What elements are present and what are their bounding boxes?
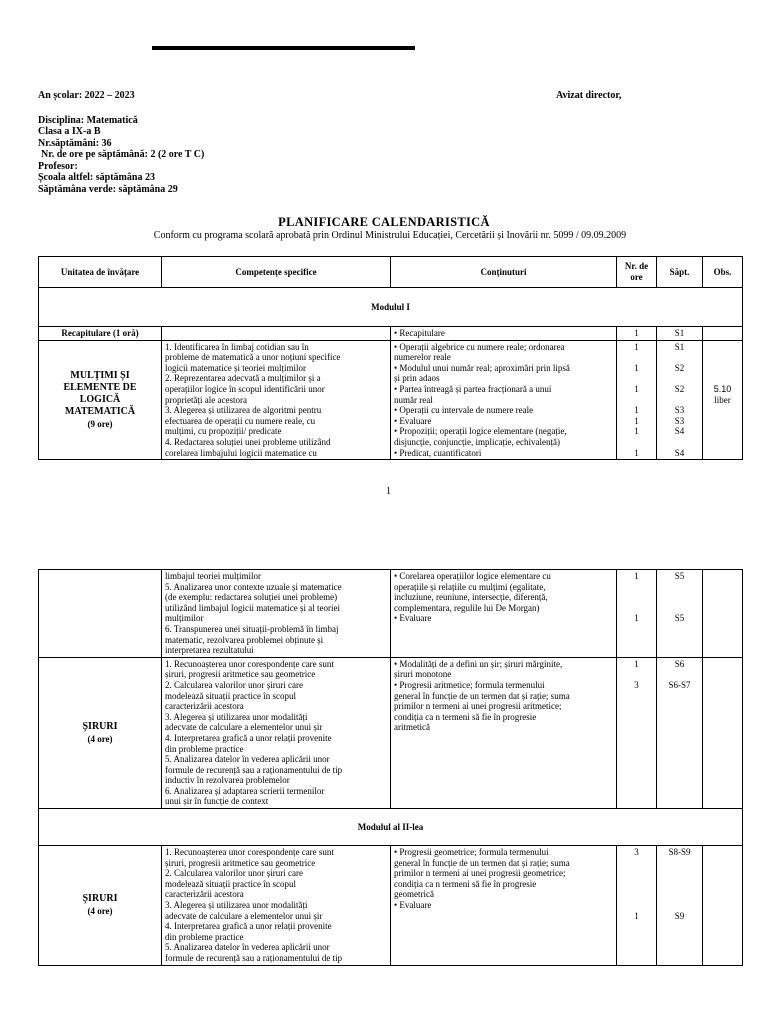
teacher: Profesor: [38,160,78,172]
cell-text-line: (de exemplu: redactarea soluției unei probleme) [165,592,338,603]
hours-per-week: Nr. de ore pe săptămână: 2 (2 ore T C) [41,149,205,160]
table-row-siruri-1 [39,657,743,808]
cell-text-line: • Progresii geometrice; formula termenului [394,847,549,858]
weeks-multimi [657,340,703,460]
cell-text-line: corelarea limbajului logicii matematice cu [165,447,317,458]
cell-text-line: din probleme practice [165,743,244,754]
cell-text-line: 1 [634,426,639,437]
cell-text-line: S8-S9 [668,847,691,858]
document-subtitle: Conform cu programa scolară aprobată prin Ordinul Ministrului Educației, Cercetării și Inovării nr. 5099 / 09.09.2009 [153,230,627,241]
unit-recap: Recapitulare (1 oră) [39,327,162,341]
cell-text-line: LOGICĂ [79,393,121,405]
cell-text-line: • Progresii aritmetice; formula termenului [394,679,545,690]
weeks-siruri-2 [657,846,703,966]
cell-text-line: 3 [634,679,639,690]
cell-text-line: 1 [634,447,639,458]
cell-text-line: condiția ca n termeni să fie în progresie [394,878,537,889]
cell-text-line: complementara, regulile lui De Morgan) [394,602,540,613]
cell-text-line: 1 [634,362,639,373]
cell-text-line: 4. Interpretarea grafică a unor relații provenite [165,732,332,743]
cell-text-line: probleme de matematică a unor noțiuni specifice [165,352,341,363]
cell-text-line: adecvate de calculare a elementelor unui șir [165,910,323,921]
unit-multimi [39,340,162,460]
cell-text-line: primilor n termeni ai unei progresii geometrice; [394,868,566,879]
cell-text-line: disjuncție, conjuncție, implicație, echivalență) [394,436,560,447]
cell-text-line: S4 [674,426,685,437]
cell-text-line: • Evaluare [394,900,432,911]
cell-text-line: numerelor reale [394,352,451,363]
cell-text-line: S6 [674,658,685,669]
module-1-title: Modulul I [39,288,743,327]
planning-table-page-1 [38,256,743,460]
school-year: An școlar: 2022 – 2023 [38,90,135,101]
unit-siruri-1 [39,657,162,808]
cell-text-line: unui șir în funcție de context [165,796,269,807]
document-title: PLANIFICARE CALENDARISTICĂ [278,215,490,229]
cell-text-line: formule de recurență sau a raționamentului de tip [165,764,343,775]
school-altfel: Școala altfel: săptămâna 23 [38,172,155,183]
cell-text-line: • Propoziții; operații logice elementare (negație, [394,426,567,437]
table-row-multimi-cont [39,570,743,658]
cell-text-line: operațiile și relațiile cu mulțimi (egalitate, [394,581,546,592]
cell-text-line: 3 [634,847,639,858]
col-week: Săpt. [657,257,703,288]
cell-text-line: S3 [674,405,685,416]
weeks-count: Nr.săptămâni: 36 [38,137,112,149]
cell-text-line: general în funcție de un termen dat și rație; suma [394,857,570,868]
hours-recap: 1 [617,327,657,341]
cell-text-line: 5. Analizarea datelor în vederea aplicării unor [165,942,330,953]
col-unit: Unitatea de învățare [39,257,162,288]
contents-siruri-1 [391,657,617,808]
cell-text-line: (4 ore) [87,906,113,917]
cell-text-line: număr real [394,394,433,405]
class: Clasa a IX-a B [38,126,101,137]
contents-multimi-cont [391,570,617,658]
col-competences: Competențe specifice [162,257,391,288]
document-meta [38,90,204,195]
cell-text-line: S2 [674,383,685,394]
cell-text-line: • Predicat, cuantificatori [394,447,482,458]
content-recap: • Recapitulare [391,327,617,341]
competences-multimi-cont [162,570,391,658]
cell-text-line: S5 [674,571,685,581]
table-header [39,257,743,288]
module-row [39,288,743,327]
cell-text-line: 4. Interpretarea grafică a unor relații provenite [165,921,332,932]
cell-text-line: matematic, rezolvarea problemei obținute și [165,634,324,645]
cell-text-line: și prin adaos [394,373,440,384]
cell-text-line: operațiilor logice în scopul identificării unor [165,383,325,394]
page-number: 1 [386,486,391,497]
cell-text-line: șiruri, progresii aritmetice sau geometrice [165,857,316,868]
cell-text-line: limbajul teoriei mulțimilor [165,571,261,581]
cell-text-line: (4 ore) [87,733,113,744]
cell-text-line: interpretarea rezultatului [165,645,254,656]
cell-text-line: șiruri, progresii aritmetice sau geometrice [165,669,316,680]
cell-text-line: modelează situații practice în scopul [165,690,296,701]
cell-text-line: 1 [634,341,639,352]
cell-text-line: geometrică [394,889,434,900]
cell-text-line: MULȚIMI ȘI [70,369,130,381]
cell-text-line: • Evaluare [394,415,432,426]
cell-text-line: S2 [674,362,685,373]
cell-text-line: 6. Analizarea și adaptarea scrierii termenilor [165,785,325,796]
director-approval: Avizat director, [556,90,622,101]
cell-text-line: formule de recurență sau a raționamentului de tip [165,953,343,963]
cell-text-line: logicii matematice și teoriei mulțimilor [165,362,306,373]
cell-text-line: 3. Alegerea și utilizarea unor modalități [165,900,308,911]
col-contents: Conținuturi [391,257,617,288]
weeks-multimi-cont [657,570,703,658]
cell-text-line: 2. Calcularea valorilor unor șiruri care [165,679,303,690]
green-week: Săptămâna verde: săptămâna 29 [38,183,178,195]
cell-text-line: S6-S7 [668,679,691,690]
cell-text-line: • Operații cu intervale de numere reale [394,405,534,416]
hours-multimi [617,340,657,460]
cell-text-line: condiția ca n termeni să fie în progresie [394,711,537,722]
cell-text-line: 1 [634,415,639,426]
cell-text-line: S9 [674,910,685,921]
cell-text-line: inductiv în rezolvarea problemelor [165,775,290,786]
table-row-multimi [39,340,743,460]
cell-text-line: 1 [634,613,639,624]
cell-text-line: aritmetică [394,722,430,733]
cell-text-line: din probleme practice [165,931,244,942]
page-gap [0,520,768,550]
hours-multimi-cont [617,570,657,658]
module-2-title: Modulul al II-lea [39,809,743,846]
cell-text-line: S3 [674,415,685,426]
cell-text-line: mulțimilor [165,613,204,624]
module-row [39,809,743,846]
cell-text-line: 1 [634,658,639,669]
cell-text-line: ȘIRURI [82,893,118,905]
cell-text-line: mulțimi, cu propoziții/ predicate [165,426,282,437]
cell-text-line: 1 [634,571,639,581]
cell-text-line: 1 [634,383,639,394]
cell-text-line: șiruri monotone [394,669,452,680]
competences-siruri-2 [162,846,391,966]
cell-text-line: • Corelarea operațiilor logice elementare cu [394,571,551,581]
cell-text-line: utilizând limbajul logicii matematice și al teoriei [165,602,340,613]
cell-text-line: 1. Recunoașterea unor corespondențe care sunt [165,658,334,669]
competences-siruri-1 [162,657,391,808]
cell-text-line: • Evaluare [394,613,432,624]
cell-text-line: 3. Alegerea și utilizarea de algoritmi pentru [165,405,322,416]
cell-text-line: S4 [674,447,685,458]
cell-text-line: modelează situații practice în scopul [165,878,296,889]
week-recap: S1 [657,327,703,341]
cell-text-line: ȘIRURI [82,720,118,732]
cell-text-line: adecvate de calculare a elementelor unui șir [165,722,323,733]
cell-text-line: 5. Analizarea unor contexte uzuale și matematice [165,581,342,592]
unit-siruri-2 [39,846,162,966]
cell-text-line: incluziune, reuniune, intersecție, diferență, [394,592,548,603]
competences-multimi [162,340,391,460]
cell-text-line: liber [714,394,731,405]
cell-text-line: 2. Reprezentarea adecvată a mulțimilor și a [165,373,321,384]
hours-siruri-2 [617,846,657,966]
contents-multimi [391,340,617,460]
cell-text-line: 1. Recunoașterea unor corespondențe care sunt [165,847,334,858]
cell-text-line: caracterizării acestora [165,701,244,712]
cell-text-line: efectuarea de operații cu numere reale, cu [165,415,316,426]
cell-text-line: 5.10 [713,383,732,394]
cell-text-line: 1 [634,910,639,921]
cell-text-line: general în funcție de un termen dat și rație; suma [394,690,570,701]
table-row-siruri-2 [39,846,743,966]
table-row-recap [39,327,743,341]
cell-text-line: • Modalități de a defini un șir; șiruri mărginite, [394,658,563,669]
cell-text-line: • Partea întreagă și partea fracționară a unui [394,383,552,394]
cell-text-line: caracterizării acestora [165,889,244,900]
cell-text-line: (9 ore) [87,418,113,429]
obs-multimi [703,340,743,460]
header-rule [152,46,415,50]
discipline: Disciplina: Matematică [38,114,138,126]
cell-text-line: 3. Alegerea și utilizarea unor modalități [165,711,308,722]
cell-text-line: S5 [674,613,685,624]
cell-text-line: 2. Calcularea valorilor unor șiruri care [165,868,303,879]
cell-text-line: • Modulul unui număr real; aproximări prin lipsă [394,362,570,373]
contents-siruri-2 [391,846,617,966]
cell-text-line: primilor n termeni ai unei progresii aritmetice; [394,701,562,712]
cell-text-line: 1. Identificarea în limbaj cotidian sau în [165,341,309,352]
planning-table-page-2 [38,569,743,966]
hours-siruri-1 [617,657,657,808]
cell-text-line: proprietăți ale acestora [165,394,247,405]
cell-text-line: 4. Redactarea soluției unei probleme utilizând [165,436,331,447]
cell-text-line: ELEMENTE DE [63,381,137,393]
weeks-siruri-1 [657,657,703,808]
cell-text-line: 5. Analizarea datelor în vederea aplicării unor [165,754,330,765]
cell-text-line: 1 [634,405,639,416]
col-obs: Obs. [703,257,743,288]
col-hours: Nr. de ore [617,257,657,288]
cell-text-line: MATEMATICĂ [64,405,136,417]
cell-text-line: 6. Transpunerea unei situații-problemă în limbaj [165,623,339,634]
cell-text-line: • Operații algebrice cu numere reale; ordonarea [394,341,565,352]
cell-text-line: S1 [674,341,685,352]
